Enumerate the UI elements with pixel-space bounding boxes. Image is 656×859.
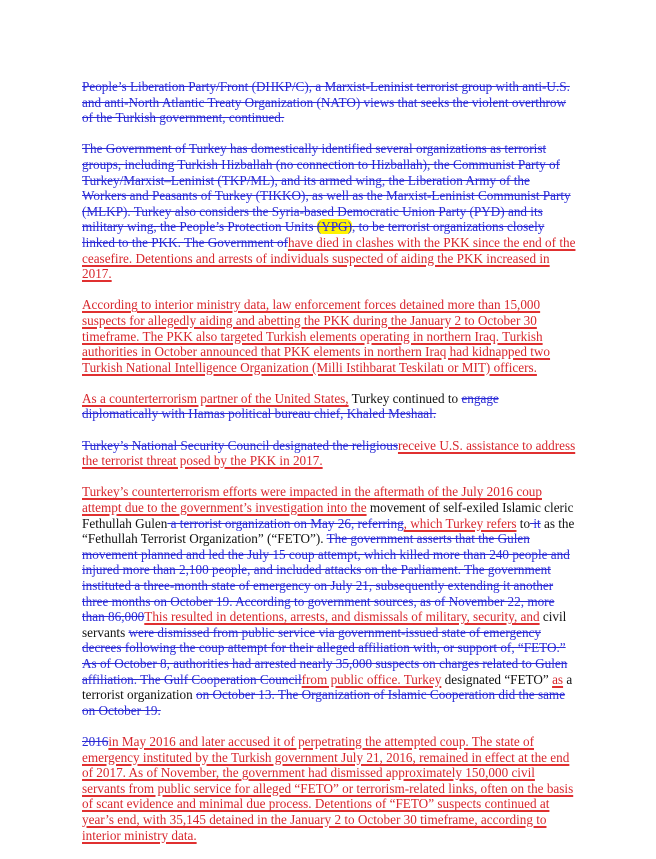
paragraph-assistance: [82, 438, 577, 469]
unchanged-text: movement of self-exiled Islamic cleric Fethullah Gulen: [82, 500, 574, 531]
inserted-text: in May 2016 and later accused it of perpetrating the attempted coup. The state of emergency instituted by the Turkish government July 21, 2016, remained in effect at the end of 2017. As of November, the government had dismissed approximately 150,000 civil servants from public service for alleged “FETO” or terrorism-related links, often on the basis of scant evidence and minimal due process. Detentions of “FETO” suspects continued at year’s end, with 35,145 detained in the January 2 to October 30 timeframe, according to interior ministry data.: [82, 733, 574, 843]
deleted-text: The government asserts that the Gulen movement planned and led the July 15 coup attempt, which killed more than 240 people and injured more than 2,100 people, and included attacks on the Parliament. The government instituted a three-month state of emergency on July 21, subsequently extending it another three months on October 19. According to government sources, as of November 22, more than 86,000: [82, 531, 570, 625]
inserted-text: As a counterterrorism partner of the United States,: [82, 390, 349, 406]
inserted-text: have died in clashes with the PKK since the end of the ceasefire. Detentions and arrests of individuals suspected of aiding the PKK increased in 2017.: [82, 234, 576, 282]
deleted-text: were dismissed from public service via government-issued state of emergency decrees following the coup attempt for their alleged affiliation with, or support of, “FETO.” As of October 8, authorities had arrested nearly 35,000 suspects on charges related to Gulen affiliation. The Gulf Cooperation Council: [82, 624, 568, 687]
document-page: [82, 79, 577, 859]
paragraph-dhkpc: [82, 79, 577, 126]
inserted-text: receive U.S. assistance to address the terrorist threat posed by the PKK in 2017.: [82, 437, 576, 469]
inserted-text: as: [552, 671, 564, 687]
inserted-text: This resulted in detentions, arrests, and dismissals of military, security, and: [144, 609, 540, 625]
inserted-text: from public office. Turkey: [301, 671, 442, 687]
inserted-text: , which Turkey refers: [403, 515, 517, 531]
deleted-text: on October 13. The Organization of Islamic Cooperation did the same on October 19.: [82, 687, 566, 718]
inserted-text: According to interior ministry data, law enforcement forces detained more than 15,000 suspects for allegedly aiding and abetting the PKK during the January 2 to October 30 timeframe. The PKK also targeted Turkish elements operating in northern Iraq. Turkish authorities in October announced that PKK elements in northern Iraq had kidnapped two Turkish National Intelligence Organization (Milli Istihbarat Teskilatı or MIT) officers.: [82, 297, 551, 375]
deleted-text: , to be terrorist organizations closely linked to the PKK. The Government of: [82, 219, 545, 250]
deleted-text: engage diplomatically with Hamas political bureau chief, Khaled Meshaal.: [82, 390, 499, 422]
deleted-text: a terrorist organization on May 26, referring: [167, 515, 404, 531]
deleted-text: Turkey’s National Security Council designated the religious: [82, 437, 398, 453]
paragraph-partner: [82, 391, 577, 422]
unchanged-text: to: [516, 515, 531, 531]
unchanged-text: civil servants: [82, 609, 567, 640]
paragraph-feto: [82, 484, 577, 718]
inserted-text: Turkey’s counterterrorism efforts were impacted in the aftermath of the July 2016 coup attempt due to the government’s investigation into the: [82, 484, 542, 516]
paragraph-state-of-emergency: [82, 734, 577, 843]
deleted-text: it: [530, 515, 541, 531]
highlighted-deleted-text: (YPG): [316, 219, 352, 235]
paragraph-domestic-groups: [82, 141, 577, 281]
paragraph-detentions: [82, 297, 577, 375]
deleted-text: 2016: [82, 733, 109, 749]
unchanged-text: a terrorist organization: [82, 671, 573, 703]
unchanged-text: designated “FETO”: [441, 671, 553, 687]
deleted-text: People’s Liberation Party/Front (DHKP/C), a Marxist-Leninist terrorist group with anti-U.S. and anti-North Atlantic Treaty Organization (NATO) views that seeks the violent overthrow of the Turkish government, continued.: [82, 79, 570, 126]
deleted-text: The Government of Turkey has domestically identified several organizations as terrorist groups, including Turkish Hizballah (no connection to Hizballah), the Communist Party of Turkey/Marxist–Leninist (TKP/ML), and its armed wing, the Liberation Army of the Workers and Peasants of Turkey (TIKKO), as well as the Marxist-Leninist Communist Party (MLKP). Turkey also considers the Syria-based Democratic Union Party (PYD) and its military wing, the People’s Protection Units: [82, 141, 571, 235]
unchanged-text: as the “Fethullah Terrorist Organization” (“FETO”).: [82, 515, 575, 547]
unchanged-text: Turkey continued to: [348, 390, 462, 406]
